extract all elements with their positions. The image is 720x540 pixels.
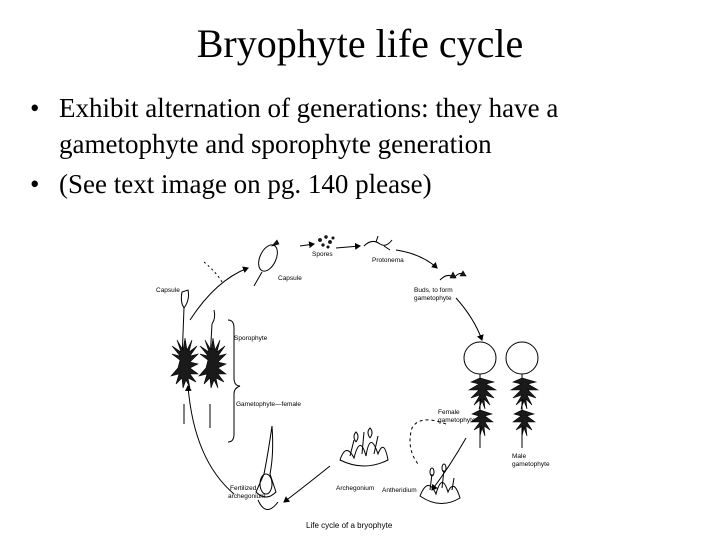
buds-illustration <box>440 271 466 280</box>
female-gametophyte-illustration <box>464 342 496 448</box>
bullet-item-alternation <box>30 90 700 162</box>
arrow-spores-to-protonema <box>336 246 360 248</box>
slide-title: Bryophyte life cycle <box>196 21 524 66</box>
label-male-line1: Male <box>512 453 527 460</box>
figure-caption: Life cycle of a bryophyte <box>306 521 393 530</box>
label-fertilized-line1: Fertilized <box>230 485 257 492</box>
label-antheridium: Antheridium <box>382 487 417 494</box>
label-female-line2: gametophyte <box>438 417 476 424</box>
bullet-text: (See text image on pg. 140 please) <box>59 169 432 199</box>
life-cycle-figure <box>150 228 550 538</box>
arrow-male-to-antheridium <box>432 438 466 490</box>
bullet-marker: • <box>30 169 40 199</box>
label-male-line2: gametophyte <box>512 461 550 468</box>
arrow-capsule-to-spores <box>300 244 314 246</box>
label-fertilized-line2: archegonium <box>228 493 266 500</box>
protonema-illustration <box>364 236 392 250</box>
bullet-list <box>30 90 700 206</box>
arrow-sporophyte-to-capsule <box>190 268 248 320</box>
label-buds-line2: gametophyte <box>414 295 452 302</box>
cycle-arrows <box>188 244 482 502</box>
arrow-buds-to-gametophytes <box>456 298 482 340</box>
sporophyte-on-gametophyte-illustration <box>171 290 240 442</box>
label-gametophyte-female: Gametophyte—female <box>236 401 302 408</box>
label-capsule-top: Capsule <box>278 275 302 282</box>
label-archegonium: Archegonium <box>336 485 375 492</box>
male-gametophyte-illustration <box>506 342 538 448</box>
label-protonema: Protonema <box>372 257 404 264</box>
bullet-item-text-reference <box>30 166 700 202</box>
label-buds-line1: Buds, to form <box>414 287 453 294</box>
label-sporophyte: Sporophyte <box>234 335 268 342</box>
bullet-marker: • <box>30 93 40 123</box>
sperm-swim-path <box>410 420 446 464</box>
spores-illustration <box>318 236 334 249</box>
label-female-line1: Female <box>438 409 460 416</box>
life-cycle-diagram <box>150 228 550 538</box>
antheridium-illustration <box>420 464 460 504</box>
spore-release-path <box>204 262 222 282</box>
label-spores: Spores <box>312 251 333 258</box>
bullet-text: Exhibit alternation of generations: they have a gametophyte and sporophyte generation <box>59 93 559 159</box>
archegonium-illustration <box>340 428 388 466</box>
arrow-archegonium-to-fertilized <box>284 466 330 502</box>
label-capsule-left: Capsule <box>156 287 180 294</box>
arrow-fertilized-to-sporophyte <box>188 386 234 494</box>
